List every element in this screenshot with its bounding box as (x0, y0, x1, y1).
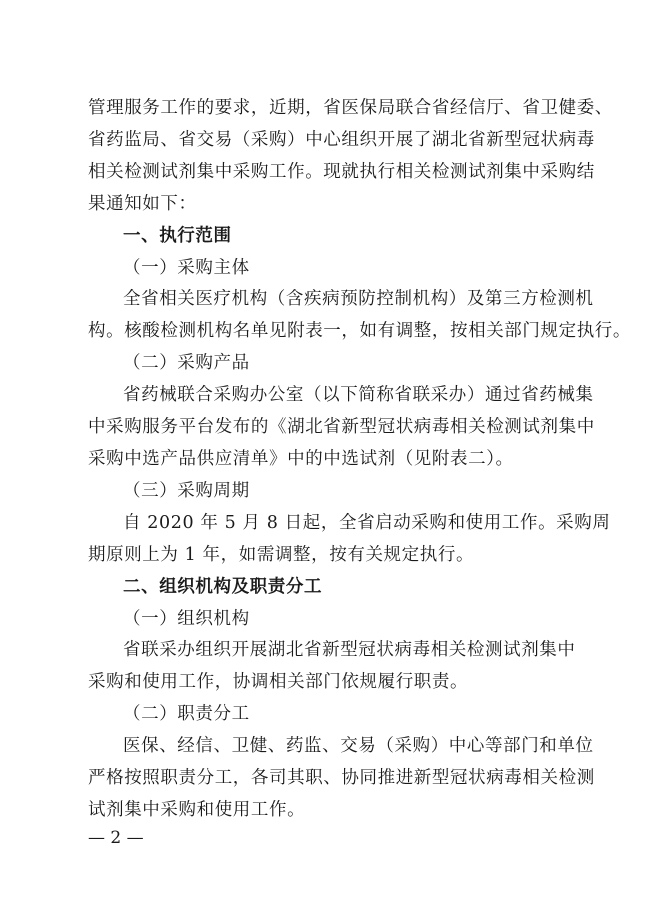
section1-sub1-title: （一）采购主体 (123, 258, 250, 278)
section1-sub3-line-1: 自 2020 年 5 月 8 日起，全省启动采购和使用工作。采购周 (123, 513, 611, 533)
intro-line-4: 果通知如下： (88, 194, 197, 214)
intro-line-1: 管理服务工作的要求，近期，省医保局联合省经信厅、省卫健委、 (88, 98, 613, 118)
section2-sub1-title: （一）组织机构 (123, 609, 250, 629)
section1-sub2-line-1: 省药械联合采购办公室（以下简称省联采办）通过省药械集 (123, 385, 594, 405)
section2-sub1-line-2: 采购和使用工作，协调相关部门依规履行职责。 (88, 672, 469, 692)
intro-line-3: 相关检测试剂集中采购工作。现就执行相关检测试剂集中采购结 (88, 162, 595, 182)
section2-sub2-line-2: 严格按照职责分工，各司其职、协同推进新型冠状病毒相关检测 (88, 768, 595, 788)
section1-sub3-line-2: 期原则上为 1 年，如需调整，按有关规定执行。 (88, 545, 475, 565)
section2-sub1-line-1: 省联采办组织开展湖北省新型冠状病毒相关检测试剂集中 (123, 640, 576, 660)
section1-sub2-line-3: 采购中选产品供应清单》中的中选试剂（见附表二）。 (88, 449, 514, 469)
page-number: — 2 — (88, 828, 144, 848)
section1-sub1-line-2: 构。核酸检测机构名单见附表一，如有调整，按相关部门规定执行。 (88, 321, 631, 341)
section1-heading: 一、执行范围 (123, 226, 232, 246)
section1-sub2-title: （二）采购产品 (123, 353, 250, 373)
section2-sub2-title: （二）职责分工 (123, 704, 250, 724)
section1-sub2-line-2: 中采购服务平台发布的《湖北省新型冠状病毒相关检测试剂集中 (88, 417, 595, 437)
section2-heading: 二、组织机构及职责分工 (123, 577, 323, 597)
section2-sub2-line-3: 试剂集中采购和使用工作。 (88, 800, 306, 820)
intro-line-2: 省药监局、省交易（采购）中心组织开展了湖北省新型冠状病毒 (88, 130, 595, 150)
section2-sub2-line-1: 医保、经信、卫健、药监、交易（采购）中心等部门和单位 (123, 736, 594, 756)
section1-sub1-line-1: 全省相关医疗机构（含疾病预防控制机构）及第三方检测机 (123, 289, 594, 309)
section1-sub3-title: （三）采购周期 (123, 481, 250, 501)
